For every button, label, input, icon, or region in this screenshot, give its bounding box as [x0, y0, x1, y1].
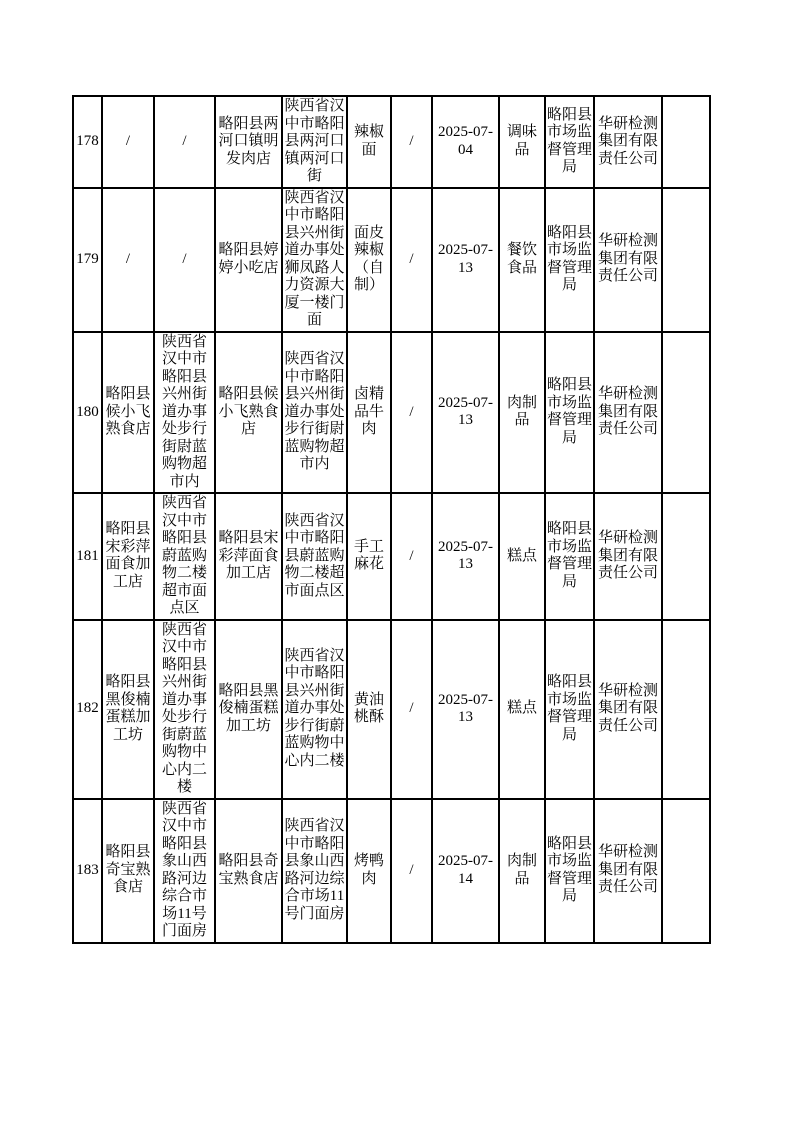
cell-category: 糕点: [499, 620, 545, 799]
cell-row-number: 180: [73, 332, 102, 494]
cell-category: 肉制品: [499, 332, 545, 494]
cell-testing-agency: 华研检测集团有限责任公司: [594, 493, 662, 620]
cell-date: 2025-07-13: [432, 493, 499, 620]
cell-authority: 略阳县市场监督管理局: [545, 96, 594, 188]
cell-date: 2025-07-13: [432, 332, 499, 494]
cell-sampled-unit-name: 略阳县宋彩萍面食加工店: [215, 493, 282, 620]
cell-testing-agency: 华研检测集团有限责任公司: [594, 620, 662, 799]
cell-category: 调味品: [499, 96, 545, 188]
cell-spec: /: [391, 188, 432, 332]
cell-row-number: 178: [73, 96, 102, 188]
cell-category: 餐饮食品: [499, 188, 545, 332]
cell-sampled-unit-address: 陕西省汉中市略阳县象山西路河边综合市场11号门面房: [282, 799, 347, 943]
cell-spec: /: [391, 96, 432, 188]
cell-food-name: 卤精品牛肉: [347, 332, 391, 494]
document-page: [72, 95, 709, 944]
cell-row-number: 181: [73, 493, 102, 620]
cell-date: 2025-07-13: [432, 620, 499, 799]
cell-sampled-unit-name: 略阳县黑俊楠蛋糕加工坊: [215, 620, 282, 799]
cell-remark: [662, 96, 710, 188]
cell-food-name: 面皮辣椒（自制）: [347, 188, 391, 332]
cell-producer-name: 略阳县奇宝熟食店: [102, 799, 154, 943]
cell-remark: [662, 799, 710, 943]
cell-sampled-unit-address: 陕西省汉中市略阳县兴州街道办事处步行街蔚蓝购物中心内二楼: [282, 620, 347, 799]
cell-testing-agency: 华研检测集团有限责任公司: [594, 799, 662, 943]
cell-row-number: 179: [73, 188, 102, 332]
cell-sampled-unit-name: 略阳县婷婷小吃店: [215, 188, 282, 332]
cell-sampled-unit-address: 陕西省汉中市略阳县兴州街道办事处步行街尉蓝购物超市内: [282, 332, 347, 494]
cell-testing-agency: 华研检测集团有限责任公司: [594, 332, 662, 494]
cell-producer-address: /: [154, 96, 215, 188]
cell-date: 2025-07-04: [432, 96, 499, 188]
cell-sampled-unit-address: 陕西省汉中市略阳县兴州街道办事处狮凤路人力资源大厦一楼门面: [282, 188, 347, 332]
cell-food-name: 辣椒面: [347, 96, 391, 188]
cell-remark: [662, 188, 710, 332]
cell-spec: /: [391, 493, 432, 620]
cell-food-name: 黄油桃酥: [347, 620, 391, 799]
cell-sampled-unit-address: 陕西省汉中市略阳县蔚蓝购物二楼超市面点区: [282, 493, 347, 620]
cell-authority: 略阳县市场监督管理局: [545, 799, 594, 943]
cell-food-name: 烤鸭肉: [347, 799, 391, 943]
cell-spec: /: [391, 799, 432, 943]
inspection-table: [72, 95, 711, 944]
cell-spec: /: [391, 332, 432, 494]
cell-producer-name: /: [102, 188, 154, 332]
table-row: [73, 188, 710, 332]
cell-authority: 略阳县市场监督管理局: [545, 493, 594, 620]
cell-sampled-unit-address: 陕西省汉中市略阳县两河口镇两河口街: [282, 96, 347, 188]
table-row: [73, 620, 710, 799]
cell-category: 肉制品: [499, 799, 545, 943]
cell-remark: [662, 332, 710, 494]
cell-remark: [662, 620, 710, 799]
cell-row-number: 182: [73, 620, 102, 799]
cell-producer-address: 陕西省汉中市略阳县兴州街道办事处步行街尉蓝购物超市内: [154, 332, 215, 494]
cell-food-name: 手工麻花: [347, 493, 391, 620]
table-row: [73, 799, 710, 943]
cell-producer-address: 陕西省汉中市略阳县兴州街道办事处步行街蔚蓝购物中心内二楼: [154, 620, 215, 799]
cell-producer-address: /: [154, 188, 215, 332]
table-row: [73, 332, 710, 494]
cell-producer-name: 略阳县宋彩萍面食加工店: [102, 493, 154, 620]
cell-sampled-unit-name: 略阳县候小飞熟食店: [215, 332, 282, 494]
cell-producer-address: 陕西省汉中市略阳县象山西路河边综合市场11号门面房: [154, 799, 215, 943]
cell-sampled-unit-name: 略阳县奇宝熟食店: [215, 799, 282, 943]
cell-authority: 略阳县市场监督管理局: [545, 188, 594, 332]
cell-spec: /: [391, 620, 432, 799]
cell-sampled-unit-name: 略阳县两河口镇明发肉店: [215, 96, 282, 188]
cell-producer-name: 略阳县候小飞熟食店: [102, 332, 154, 494]
cell-date: 2025-07-14: [432, 799, 499, 943]
cell-remark: [662, 493, 710, 620]
cell-producer-address: 陕西省汉中市略阳县蔚蓝购物二楼超市面点区: [154, 493, 215, 620]
table-row: [73, 493, 710, 620]
cell-authority: 略阳县市场监督管理局: [545, 620, 594, 799]
cell-testing-agency: 华研检测集团有限责任公司: [594, 188, 662, 332]
table-row: [73, 96, 710, 188]
cell-testing-agency: 华研检测集团有限责任公司: [594, 96, 662, 188]
cell-date: 2025-07-13: [432, 188, 499, 332]
cell-producer-name: 略阳县黑俊楠蛋糕加工坊: [102, 620, 154, 799]
cell-authority: 略阳县市场监督管理局: [545, 332, 594, 494]
cell-producer-name: /: [102, 96, 154, 188]
cell-category: 糕点: [499, 493, 545, 620]
cell-row-number: 183: [73, 799, 102, 943]
